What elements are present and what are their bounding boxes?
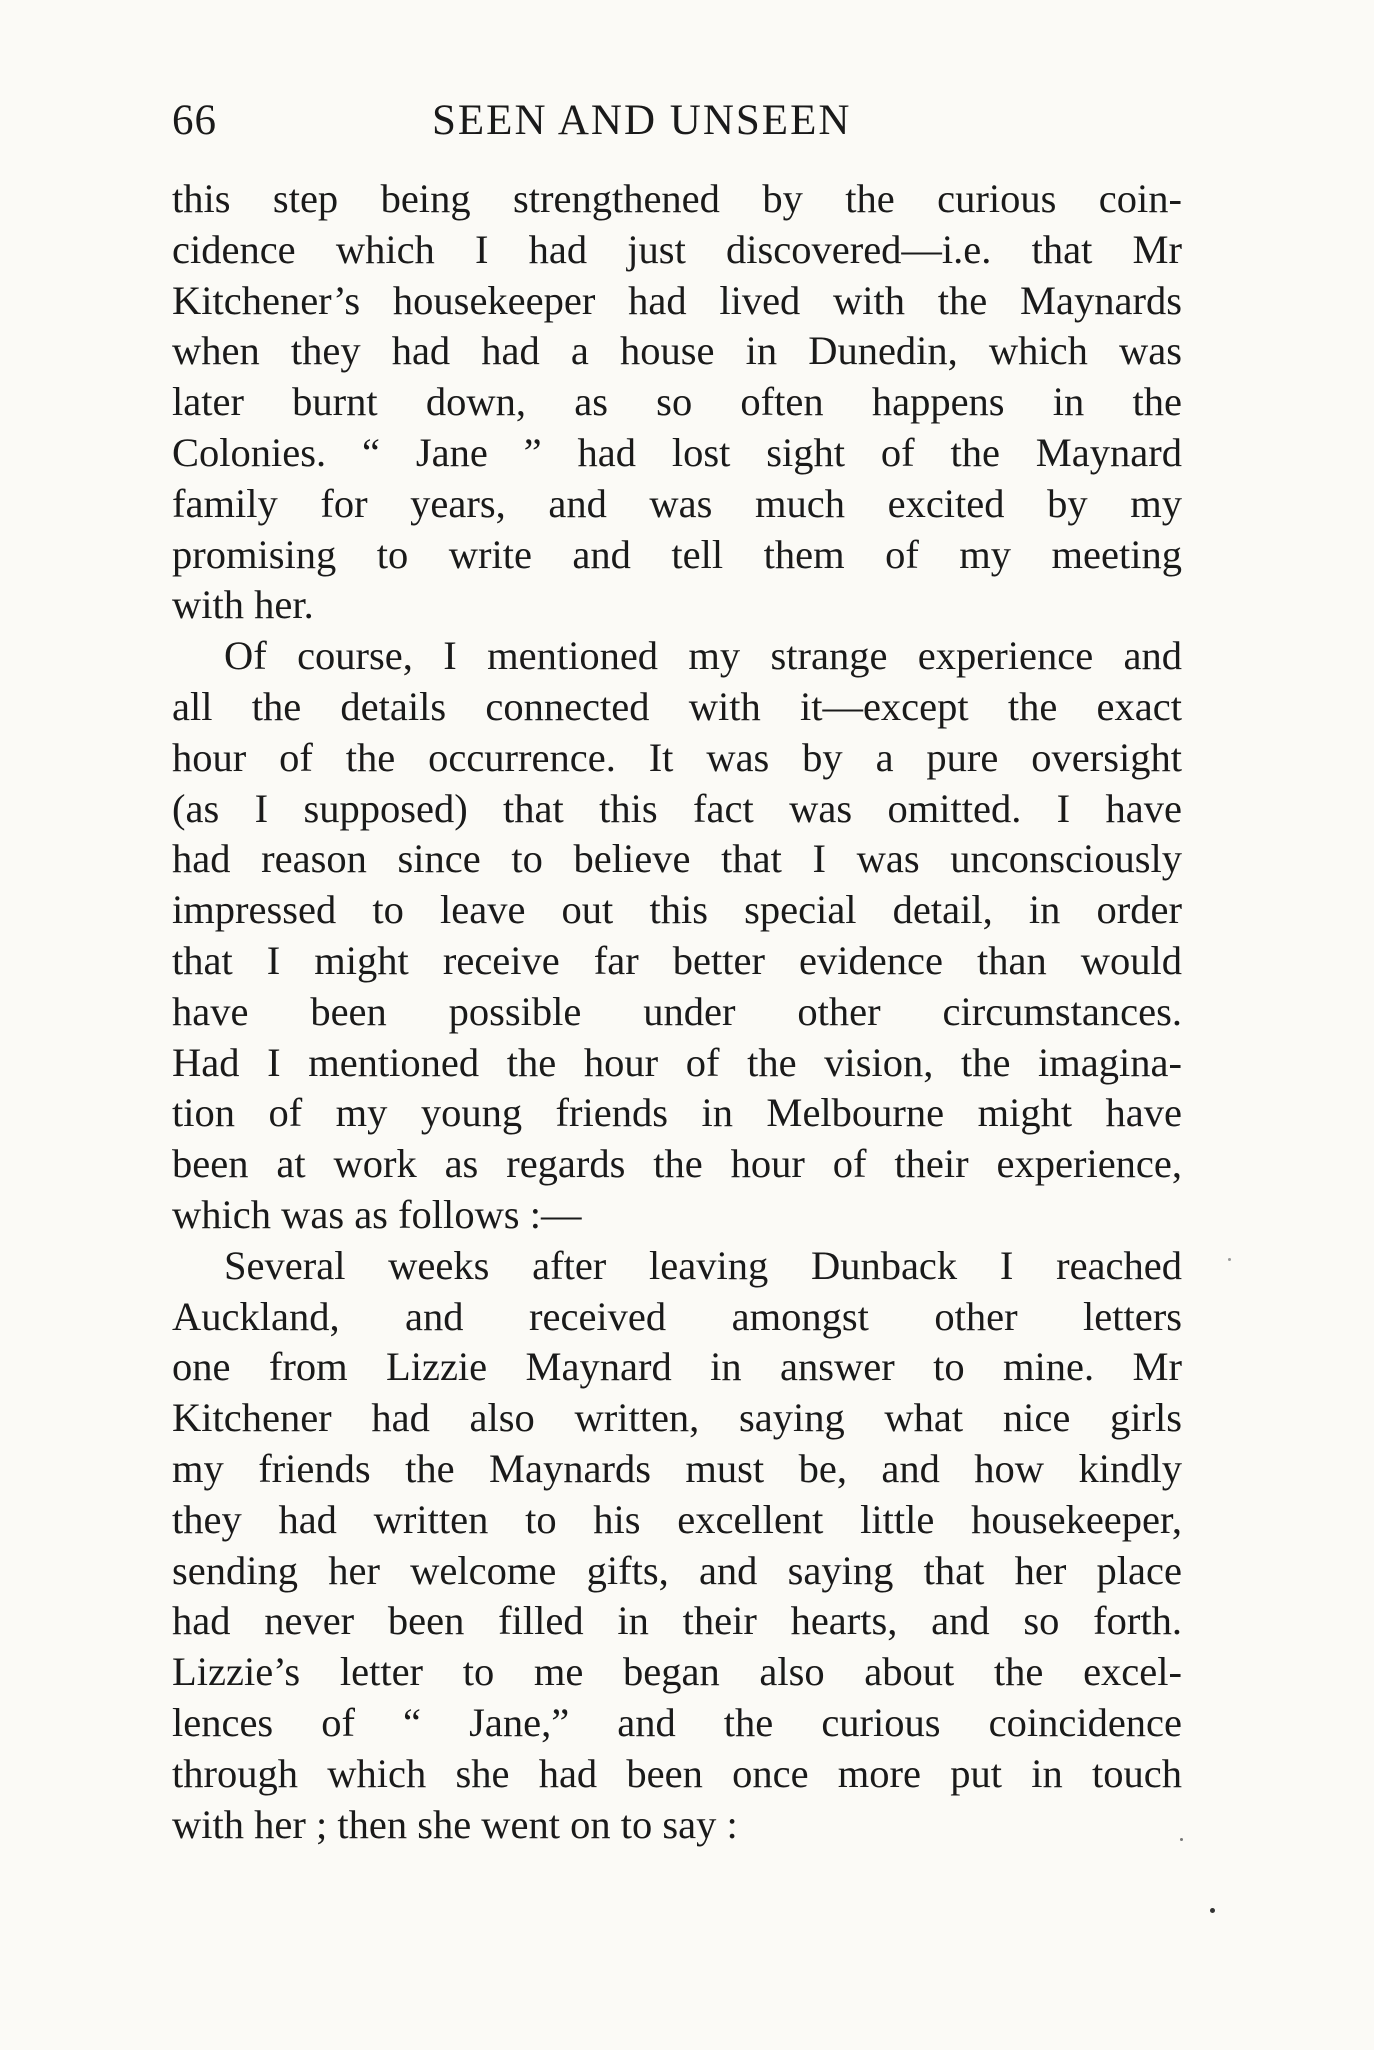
body-text xyxy=(172,174,1182,1850)
text-line: have been possible under other circumstances. xyxy=(172,988,1182,1034)
text-line: cidence which I had just discovered—i.e. that Mr xyxy=(172,226,1182,272)
text-line: they had written to his excellent little housekeeper, xyxy=(172,1496,1182,1542)
page-header xyxy=(172,96,1182,156)
text-line: Several weeks after leaving Dunback I reached xyxy=(224,1242,1182,1288)
text-line: one from Lizzie Maynard in answer to mine. Mr xyxy=(172,1344,1182,1390)
text-line: hour of the occurrence. It was by a pure oversight xyxy=(172,734,1182,780)
paper-speck xyxy=(1210,1908,1215,1913)
text-line: Lizzie’s letter to me began also about the excel- xyxy=(172,1649,1182,1695)
text-line: tion of my young friends in Melbourne might have xyxy=(172,1090,1182,1136)
paragraph-1 xyxy=(172,174,1182,631)
paragraph-2 xyxy=(172,631,1182,1241)
text-line: my friends the Maynards must be, and how kindly xyxy=(172,1445,1182,1491)
text-line: (as I supposed) that this fact was omitted. I have xyxy=(172,785,1182,831)
text-line: with her ; then she went on to say : xyxy=(172,1801,738,1847)
running-head: SEEN AND UNSEEN xyxy=(432,97,852,144)
page-number: 66 xyxy=(172,97,217,144)
text-line: all the details connected with it—except the exact xyxy=(172,683,1182,729)
text-line: promising to write and tell them of my meeting xyxy=(172,531,1182,577)
text-line: with her. xyxy=(172,582,314,628)
text-line: Kitchener had also written, saying what nice girls xyxy=(172,1395,1182,1441)
text-line: lences of “ Jane,” and the curious coincidence xyxy=(172,1699,1182,1745)
text-line: that I might receive far better evidence than would xyxy=(172,937,1182,983)
text-line: Kitchener’s housekeeper had lived with the Maynards xyxy=(172,277,1182,323)
text-line: Had I mentioned the hour of the vision, the imagina- xyxy=(172,1039,1182,1085)
text-line: Of course, I mentioned my strange experience and xyxy=(224,633,1182,679)
text-line: Auckland, and received amongst other letters xyxy=(172,1293,1182,1339)
text-line: had reason since to believe that I was unconsciously xyxy=(172,836,1182,882)
text-line: when they had had a house in Dunedin, which was xyxy=(172,328,1182,374)
text-line: family for years, and was much excited by my xyxy=(172,480,1182,526)
text-line: been at work as regards the hour of their experience, xyxy=(172,1141,1182,1187)
text-line: later burnt down, as so often happens in the xyxy=(172,379,1182,425)
text-line: which was as follows :— xyxy=(172,1191,582,1237)
text-line: through which she had been once more put in touch xyxy=(172,1750,1182,1796)
text-line: impressed to leave out this special detail, in order xyxy=(172,887,1182,933)
text-line: this step being strengthened by the curious coin- xyxy=(172,176,1182,221)
text-line: sending her welcome gifts, and saying that her place xyxy=(172,1547,1182,1593)
text-line: Colonies. “ Jane ” had lost sight of the Maynard xyxy=(172,429,1182,475)
paragraph-3 xyxy=(172,1241,1182,1851)
paper-speck xyxy=(1180,1838,1183,1841)
text-line: had never been filled in their hearts, and so forth. xyxy=(172,1598,1182,1644)
paper-speck xyxy=(1228,1258,1231,1261)
